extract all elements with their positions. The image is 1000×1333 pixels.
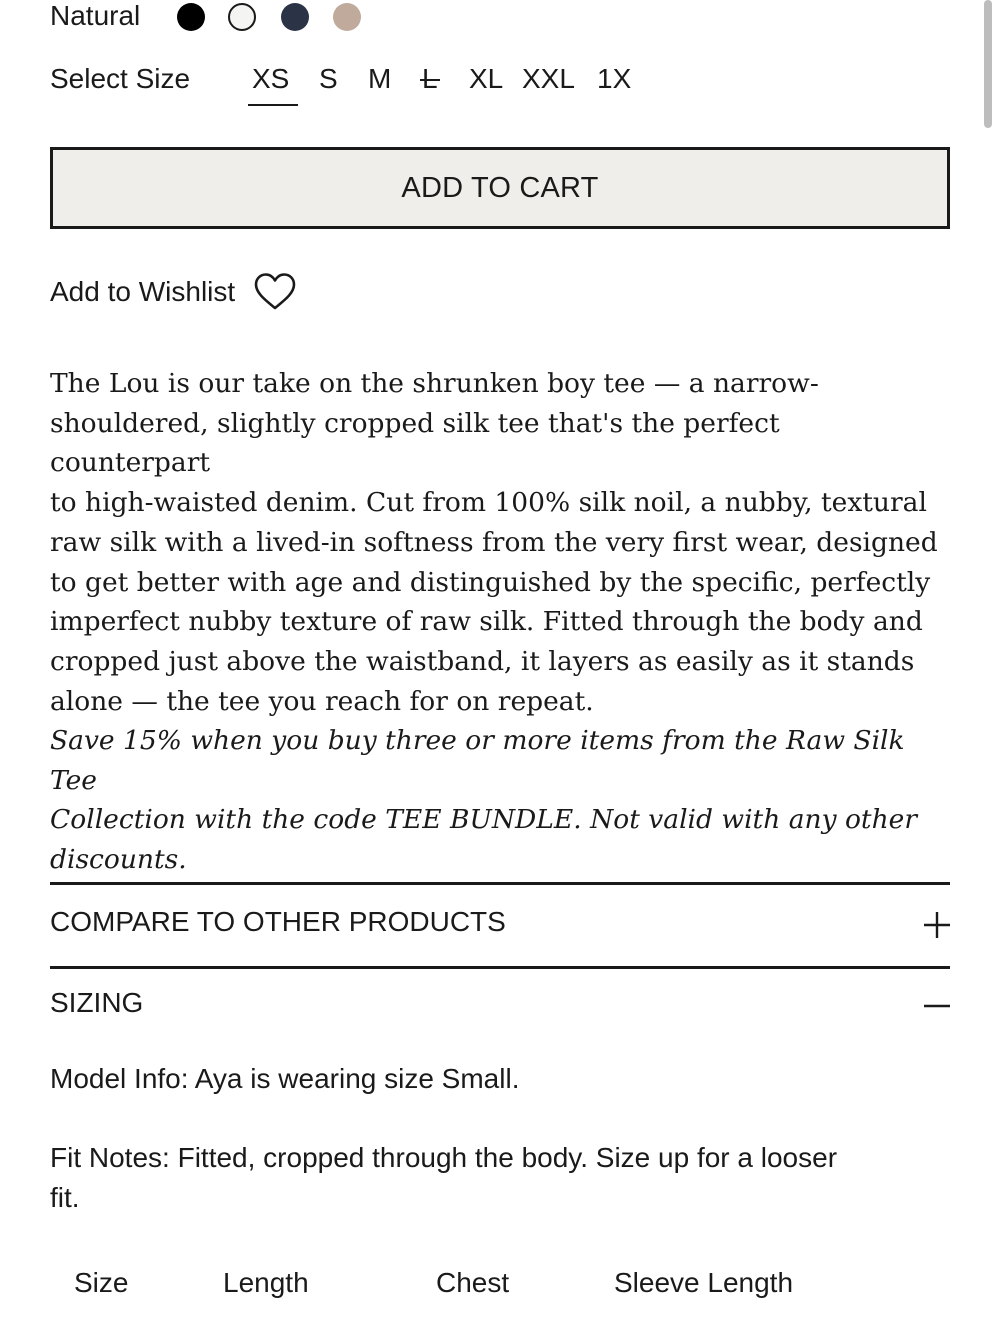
add-to-cart-label: ADD TO CART	[401, 171, 599, 204]
description-line: imperfect nubby texture of raw silk. Fitted through the body and	[50, 606, 923, 638]
promo-line: discounts.	[50, 844, 187, 876]
table-header-chest: Chest	[436, 1267, 510, 1298]
description-line: The Lou is our take on the shrunken boy tee — a narrow-	[50, 368, 819, 399]
select-size-label: Select Size	[50, 63, 191, 94]
minus-icon[interactable]	[920, 989, 954, 1023]
description-line: to get better with age and distinguished by the specific, perfectly	[50, 566, 931, 598]
heart-outline-icon	[253, 272, 297, 312]
table-header-size: Size	[74, 1267, 129, 1298]
color-swatch-white[interactable]	[228, 3, 256, 31]
product-description	[50, 364, 940, 721]
scrollbar-thumb[interactable]	[984, 0, 992, 128]
model-info: Model Info: Aya is wearing size Small.	[50, 1063, 520, 1094]
plus-icon[interactable]	[920, 908, 954, 942]
description-line: to high-waisted denim. Cut from 100% silk noil, a nubby, textural	[50, 487, 927, 519]
promo-line: Save 15% when you buy three or more items from the Raw Silk Tee	[50, 725, 905, 796]
accordion-divider	[50, 966, 950, 969]
wishlist-label: Add to Wishlist	[50, 276, 236, 307]
description-line: raw silk with a lived-in softness from the very first wear, designed	[50, 526, 938, 558]
selected-size-underline	[248, 104, 298, 106]
size-option-m[interactable]: M	[368, 63, 392, 94]
size-option-xxl[interactable]: XXL	[522, 63, 575, 94]
color-swatch-natural[interactable]	[333, 3, 361, 31]
accordion-divider	[50, 882, 950, 885]
fit-notes	[50, 1138, 920, 1217]
fit-notes-line: Fit Notes: Fitted, cropped through the body. Size up for a looser	[50, 1142, 838, 1173]
size-option-1x[interactable]: 1X	[597, 63, 632, 94]
compare-products-toggle[interactable]: COMPARE TO OTHER PRODUCTS	[50, 906, 506, 937]
selected-color-label: Natural	[50, 0, 141, 31]
color-swatch-navy[interactable]	[281, 3, 309, 31]
description-line: cropped just above the waistband, it layers as easily as it stands	[50, 645, 915, 677]
size-option-l-unavailable	[422, 62, 438, 96]
add-to-cart-button[interactable]	[50, 147, 950, 229]
size-option-xl[interactable]: XL	[469, 63, 504, 94]
fit-notes-line: fit.	[50, 1181, 80, 1213]
add-to-wishlist-button[interactable]	[50, 272, 297, 312]
description-line: alone — the tee you reach for on repeat.	[50, 685, 594, 717]
color-swatch-black[interactable]	[177, 3, 205, 31]
table-header-sleeve-length: Sleeve Length	[614, 1267, 794, 1298]
sold-out-strikethrough	[420, 79, 440, 81]
size-option-s[interactable]: S	[319, 63, 338, 94]
sizing-toggle[interactable]: SIZING	[50, 987, 144, 1018]
description-line: shouldered, slightly cropped silk tee that's the perfect counterpart	[50, 407, 780, 479]
size-option-xs[interactable]: XS	[252, 63, 290, 94]
table-header-length: Length	[223, 1267, 309, 1298]
promo-note	[50, 721, 940, 880]
promo-line: Collection with the code TEE BUNDLE. Not valid with any other	[50, 804, 917, 836]
